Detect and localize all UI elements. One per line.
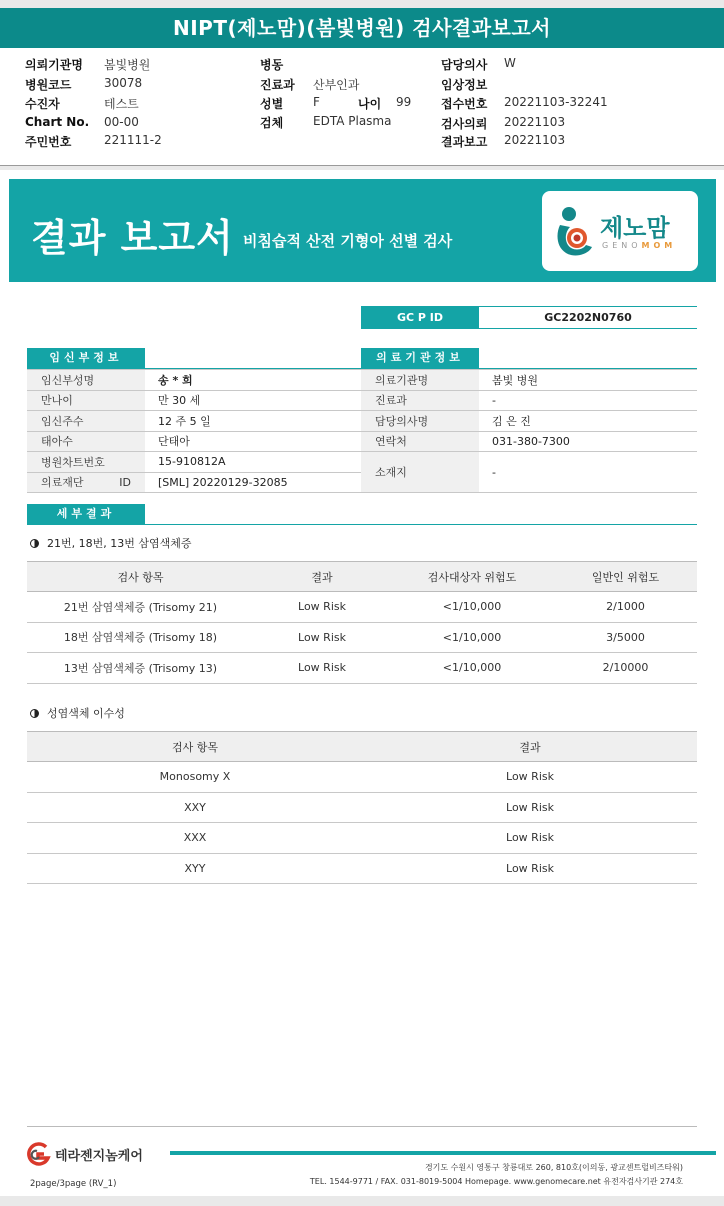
table-row: 임신부성명 송 * 희 bbox=[27, 370, 361, 391]
institution-info-table bbox=[361, 369, 697, 493]
table-row: 연락처 031-380-7300 bbox=[361, 431, 697, 452]
table-row: 병원차트번호 15-910812A bbox=[27, 452, 361, 473]
field-value: EDTA Plasma bbox=[313, 114, 392, 128]
sex-chromosome-section-title: 성염색체 이수성 bbox=[30, 705, 125, 721]
table-row: 13번 삼염색체증 (Trisomy 13) Low Risk <1/10,000 2/10000 bbox=[27, 653, 697, 684]
table-row: 담당의사명 김 은 진 bbox=[361, 411, 697, 432]
table-row: 21번 삼염색체증 (Trisomy 21) Low Risk <1/10,000 2/1000 bbox=[27, 592, 697, 623]
logo-text: 제노맘 bbox=[600, 214, 670, 242]
table-header-row: 검사 항목 결과 bbox=[27, 732, 697, 762]
table-row: 의료재단 ID [SML] 20220129-32085 bbox=[27, 472, 361, 493]
field-label: 진료과 bbox=[260, 78, 295, 92]
field-value: 20221103 bbox=[504, 115, 566, 129]
field-value: 221111-2 bbox=[104, 133, 162, 147]
genomom-logo bbox=[542, 191, 698, 271]
trisomy-section-title: 21번, 18번, 13번 삼염색체증 bbox=[30, 535, 191, 551]
trisomy-table bbox=[27, 561, 697, 684]
field-value: F bbox=[313, 95, 320, 109]
table-row: 만나이 만 30 세 bbox=[27, 390, 361, 411]
gcp-label: GC P ID bbox=[361, 307, 479, 328]
logo-subtext: GENOMOM bbox=[602, 241, 677, 250]
field-value: 봄빛병원 bbox=[104, 58, 151, 72]
gcp-value: GC2202N0760 bbox=[544, 311, 632, 324]
field-label: 수진자 bbox=[25, 97, 60, 111]
field-label: 검체 bbox=[260, 116, 284, 130]
report-page bbox=[0, 170, 724, 1196]
field-label: 담당의사 bbox=[441, 58, 488, 72]
table-row: 의료기관명 봄빛 병원 bbox=[361, 370, 697, 391]
table-row: 임신주수 12 주 5 일 bbox=[27, 411, 361, 432]
report-title: NIPT(제노맘)(봄빛병원) 검사결과보고서 bbox=[0, 8, 724, 48]
field-value: 테스트 bbox=[104, 97, 139, 111]
footer-bar bbox=[170, 1151, 716, 1155]
half-circle-icon bbox=[30, 539, 39, 548]
terragen-logo-icon bbox=[24, 1142, 52, 1166]
table-row: XXX Low Risk bbox=[27, 823, 697, 854]
field-value: 산부인과 bbox=[313, 78, 360, 92]
table-row: 소재지 - bbox=[361, 452, 697, 493]
half-circle-icon bbox=[30, 709, 39, 718]
institution-info-header: 의료기관정보 bbox=[361, 348, 479, 368]
field-value: 99 bbox=[396, 95, 412, 109]
field-label: 접수번호 bbox=[441, 97, 488, 111]
footer-contact: TEL. 1544-9771 / FAX. 031-8019-5004 Homepage. www.genomecare.net 유전자검사기관 274호 bbox=[309, 1177, 683, 1186]
field-label: 나이 bbox=[358, 97, 382, 111]
field-value: 20221103-32241 bbox=[504, 95, 608, 109]
field-label: 병원코드 bbox=[25, 78, 72, 92]
pregnant-info-table bbox=[27, 369, 361, 493]
table-row: 진료과 - bbox=[361, 390, 697, 411]
field-label: 결과보고 bbox=[441, 135, 488, 149]
gcp-rule bbox=[361, 328, 697, 329]
sex-chromosome-table bbox=[27, 731, 697, 884]
footer-company: 테라젠지놈케어 bbox=[55, 1149, 143, 1164]
banner-subtitle: 비침습적 산전 기형아 선별 검사 bbox=[243, 232, 453, 250]
table-row: Monosomy X Low Risk bbox=[27, 762, 697, 793]
table-row: 18번 삼염색체증 (Trisomy 18) Low Risk <1/10,000 3/5000 bbox=[27, 622, 697, 653]
report-banner bbox=[9, 179, 716, 282]
field-value: W bbox=[504, 56, 516, 70]
banner-title: 결과 보고서 bbox=[31, 216, 234, 260]
footer-address: 경기도 수원시 영통구 창룡대로 260, 810호(이의동, 광교센트럴비즈타워) bbox=[424, 1163, 683, 1172]
field-label: 주민번호 bbox=[25, 135, 72, 149]
footer-rule bbox=[27, 1126, 697, 1127]
table-row: XYY Low Risk bbox=[27, 853, 697, 884]
field-label: 검사의뢰 bbox=[441, 117, 488, 131]
genomom-mother-icon bbox=[554, 203, 598, 259]
table-row: XXY Low Risk bbox=[27, 792, 697, 823]
field-label: Chart No. bbox=[25, 115, 90, 129]
field-value: 20221103 bbox=[504, 133, 566, 147]
field-label: 의뢰기관명 bbox=[25, 58, 83, 72]
field-label: 병동 bbox=[260, 58, 284, 72]
pregnant-info-header: 임신부정보 bbox=[27, 348, 145, 368]
page-number: 2page/3page (RV_1) bbox=[30, 1179, 117, 1189]
table-row: 태아수 단태아 bbox=[27, 431, 361, 452]
table-header-row: 검사 항목 결과 검사대상자 위험도 일반인 위험도 bbox=[27, 562, 697, 592]
details-header: 세부결과 bbox=[27, 504, 145, 524]
field-label: 성별 bbox=[260, 97, 284, 111]
field-value: 00-00 bbox=[104, 115, 139, 129]
field-label: 임상정보 bbox=[441, 78, 488, 92]
patient-info-block bbox=[0, 48, 724, 166]
section-rule bbox=[27, 524, 697, 525]
field-value: 30078 bbox=[104, 76, 143, 90]
